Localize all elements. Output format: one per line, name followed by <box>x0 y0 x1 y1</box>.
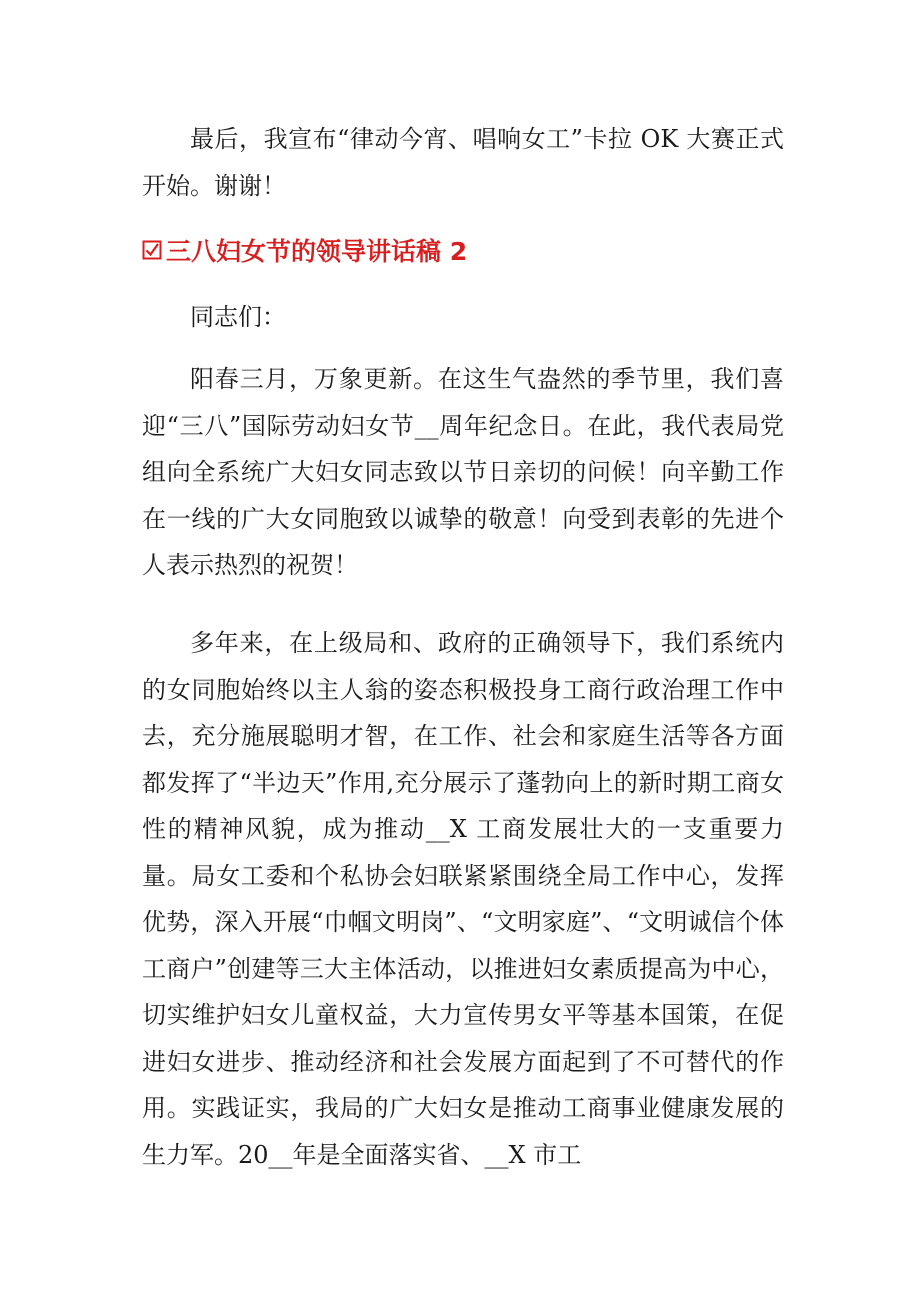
paragraph-closing: 最后，我宣布“律动今宵、唱响女工”卡拉 OK 大赛正式开始。谢谢！ <box>142 125 784 200</box>
section-heading <box>142 230 467 270</box>
paragraph-intro: 阳春三月，万象更新。在这生气盎然的季节里，我们喜迎“三八”国际劳动妇女节__周年纪念日。在此，我代表局党组向全系统广大妇女同志致以节日亲切的问候！向辛勤工作在一线的广大女同胞致以诚挚的敬意！向受到表彰的先进个人表示热烈的祝贺！ <box>142 365 784 579</box>
paragraph-greeting: 同志们： <box>190 303 286 331</box>
section-heading-text: 三八妇女节的领导讲话稿 2 <box>166 237 468 266</box>
checkbox-checked-icon <box>142 240 162 260</box>
paragraph-body: 多年来，在上级局和、政府的正确领导下，我们系统内的女同胞始终以主人翁的姿态积极投身工商行政治理工作中去，充分施展聪明才智，在工作、社会和家庭生活等各方面都发挥了“半边天”作用,充分展示了蓬勃向上的新时期工商女性的精神风貌，成为推动__X 工商发展壮大的一支重要力量。局女工委和个私协会妇联紧紧围绕全局工作中心，发挥优势，深入开展“巾帼文明岗”、“文明家庭”、“文明诚信个体工商户”创建等三大主体活动，以推进妇女素质提高为中心，切实维护妇女儿童权益，大力宣传男女平等基本国策，在促进妇女进步、推动经济和社会发展方面起到了不可替代的作用。实践证实，我局的广大妇女是推动工商事业健康发展的生力军。20__年是全面落实省、__X 市工 <box>142 629 784 1169</box>
